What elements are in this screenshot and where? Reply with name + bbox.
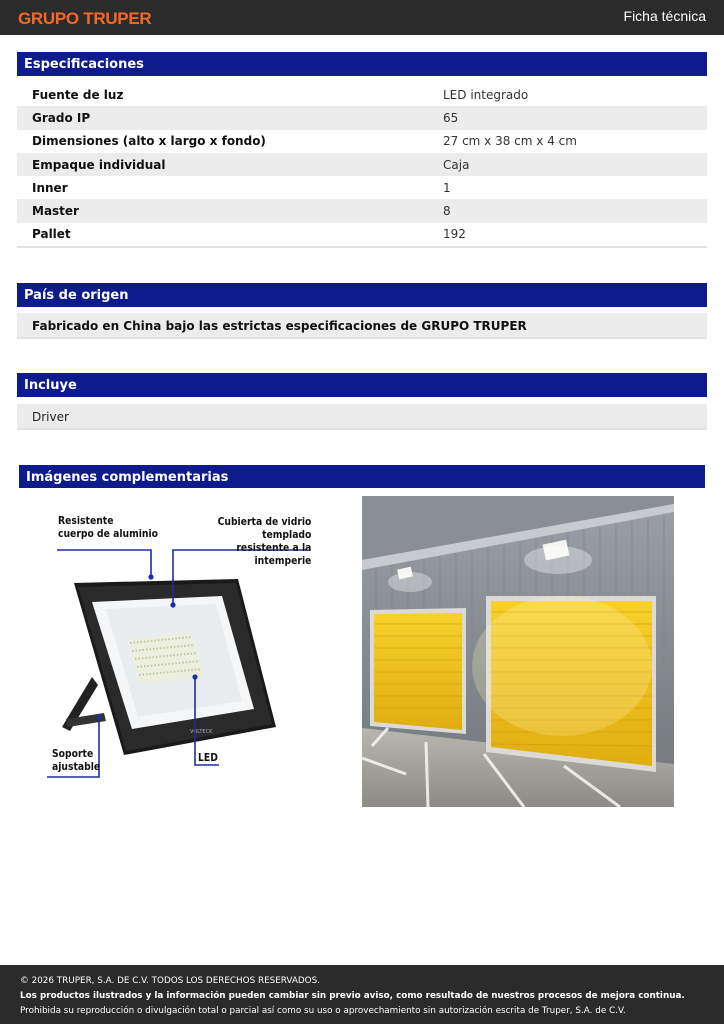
callout-body-line2: cuerpo de aluminio [58, 528, 159, 540]
table-row [17, 199, 707, 222]
footer-prohibition: Prohibida su reproducción o divulgación total o parcial así como su uso o aprovechamiento sin autorización escrita de Truper, S.A. de C.V. [20, 1006, 626, 1016]
table-row [17, 223, 707, 246]
spec-label: Grado IP [32, 110, 91, 125]
spec-label: Inner [32, 180, 68, 195]
includes-heading: Incluye [17, 373, 707, 397]
spec-label: Dimensiones (alto x largo x fondo) [32, 134, 266, 149]
brand-logo: GRUPO TRUPER [18, 9, 152, 28]
spec-value: 8 [443, 204, 451, 219]
images-heading: Imágenes complementarias [19, 465, 705, 488]
callout-stand [52, 748, 100, 774]
callout-led: LED [198, 752, 218, 764]
callout-glass-line1: Cubierta de vidrio templado [217, 516, 312, 541]
spec-label: Fuente de luz [32, 87, 124, 102]
origin-heading: País de origen [17, 283, 707, 307]
table-divider [17, 246, 707, 248]
spec-label: Empaque individual [32, 157, 166, 172]
callout-glass [175, 516, 311, 568]
footer-copyright: © 2026 TRUPER, S.A. DE C.V. TODOS LOS DERECHOS RESERVADOS. [20, 976, 320, 986]
callout-body [58, 515, 158, 541]
product-diagram [40, 505, 330, 795]
callout-stand-line2: ajustable [52, 761, 101, 773]
footer [0, 965, 724, 1024]
callout-body-line1: Resistente [58, 515, 114, 527]
application-photo [362, 496, 674, 807]
spec-value: 1 [443, 180, 451, 195]
spec-value: LED integrado [443, 87, 529, 102]
origin-text: Fabricado en China bajo las estrictas especificaciones de GRUPO TRUPER [17, 313, 707, 339]
spec-label: Master [32, 204, 79, 219]
table-row [17, 176, 707, 199]
spec-label: Pallet [32, 227, 71, 242]
storage-doors-photo [362, 496, 674, 807]
table-row [17, 106, 707, 129]
top-bar [0, 0, 724, 35]
callout-glass-line2: resistente a la intemperie [236, 542, 312, 567]
table-row [17, 130, 707, 153]
spec-value: Caja [443, 157, 470, 172]
includes-text: Driver [17, 404, 707, 430]
table-row [17, 83, 707, 106]
footer-notice: Los productos ilustrados y la información pueden cambiar sin previo aviso, como resultado de nuestros procesos de mejora continua. [20, 991, 685, 1001]
spec-value: 27 cm x 38 cm x 4 cm [443, 134, 577, 149]
document-title: Ficha técnica [623, 8, 706, 24]
spec-value: 192 [443, 227, 466, 242]
callout-stand-line1: Soporte [52, 748, 94, 760]
table-row [17, 153, 707, 176]
spec-value: 65 [443, 110, 459, 125]
specs-table [17, 83, 707, 246]
product-mark: VOLTECK [190, 729, 213, 735]
specs-heading: Especificaciones [17, 52, 707, 76]
